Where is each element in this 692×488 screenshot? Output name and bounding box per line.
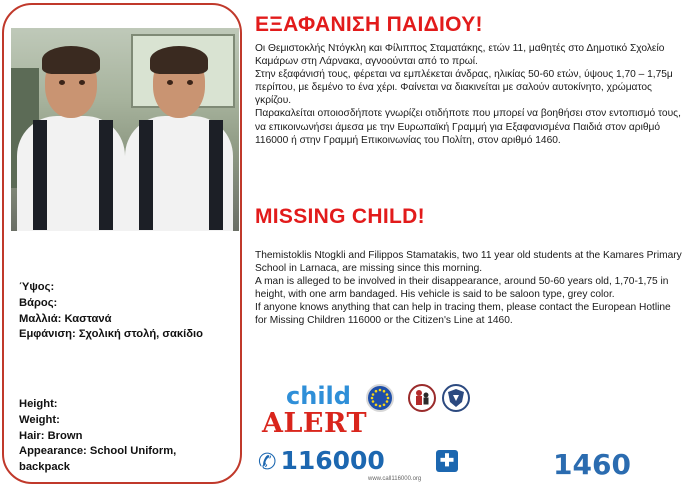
greek-paragraph-1: Οι Θεμιστοκλής Ντόγκλη και Φίλιππος Σταματάκης, ετών 11, μαθητές στο Δημοτικό Σχολείο Καμάρων στη Λάρνακα, αγνοούνται από το πρωί. [255, 43, 665, 68]
english-title: MISSING CHILD! [255, 205, 425, 228]
greek-weight-label: Βάρος: [19, 296, 58, 309]
greek-body [255, 42, 685, 147]
plus-icon: ✚ [436, 450, 458, 472]
missing-child-card [2, 3, 242, 484]
greek-description [19, 280, 203, 343]
greek-hair-label: Μαλλιά: Καστανά [19, 312, 112, 325]
english-paragraph-3: If anyone knows anything that can help in tracing them, please contact the European Hotline for Missing Children 116000 or the Citizen's Line at 1460. [255, 302, 671, 327]
english-appearance-label: Appearance: School Uniform, [19, 445, 177, 458]
english-paragraph-2: A man is alleged to be involved in their disappearance, around 50-60 years old, 1,70-1,75 in height, with one arm bandaged. His vehicle is said to be saloon type, grey color. [255, 276, 669, 301]
greek-paragraph-3: Παρακαλείται οποιοσδήποτε γνωρίζει οτιδήποτε που μπορεί να βοηθήσει στον εντοπισμό τους, να επικοινωνήσει άμεσα με την Ευρωπαϊκή Γραμμή για Εξαφανισμένα Παιδιά στον αριθμό 116000 ή στην Γραμμή Επικοινωνίας του Πολίτη, στον αριθμό 1460. [255, 108, 681, 146]
english-body [255, 249, 685, 328]
english-paragraph-1: Themistoklis Ntogkli and Filippos Stamatakis, two 11 year old students at the Kamares Primary School in Larnaca, are missing since this morning. [255, 250, 682, 275]
eu-stars-emblem-icon [366, 384, 394, 412]
boy-left [15, 46, 127, 231]
child-alert-logo-block [256, 380, 486, 484]
government-emblem-icon [442, 384, 470, 412]
english-hair-label: Hair: Brown [19, 429, 83, 442]
english-description [19, 397, 176, 476]
phone-number: 116000 [280, 446, 385, 475]
website-url: www.call116000.org [368, 476, 422, 482]
english-weight-label: Weight: [19, 413, 60, 426]
child-emblem-icon [408, 384, 436, 412]
greek-title: ΕΞΑΦΑΝΙΣΗ ΠΑΙΔΙΟΥ! [255, 13, 483, 36]
child-alert-alert-text: ALERT [262, 408, 368, 439]
phone-icon: ✆ [258, 450, 277, 475]
greek-appearance-label: Εμφάνιση: Σχολική στολή, σακίδιο [19, 328, 203, 341]
greek-paragraph-2: Στην εξαφάνισή τους, φέρεται να εμπλέκεται άνδρας, ηλικίας 50-60 ετών, ύψους 1,70 – 1,75μ περίπου, με δεμένο το ένα χέρι. Φαίνεται να διακινείται με σαλούν αυτοκίνητο, χρώματος γκρίζου. [255, 69, 673, 107]
hotline-116000 [258, 446, 385, 475]
child-alert-child-text: child [286, 382, 351, 410]
greek-height-label: Ύψος: [19, 281, 55, 293]
english-height-label: Height: [19, 398, 58, 410]
children-photo [11, 28, 239, 231]
english-appearance-label-cont: backpack [19, 461, 70, 474]
boy-right [123, 46, 235, 231]
citizens-line-number: 1460 [553, 448, 631, 481]
